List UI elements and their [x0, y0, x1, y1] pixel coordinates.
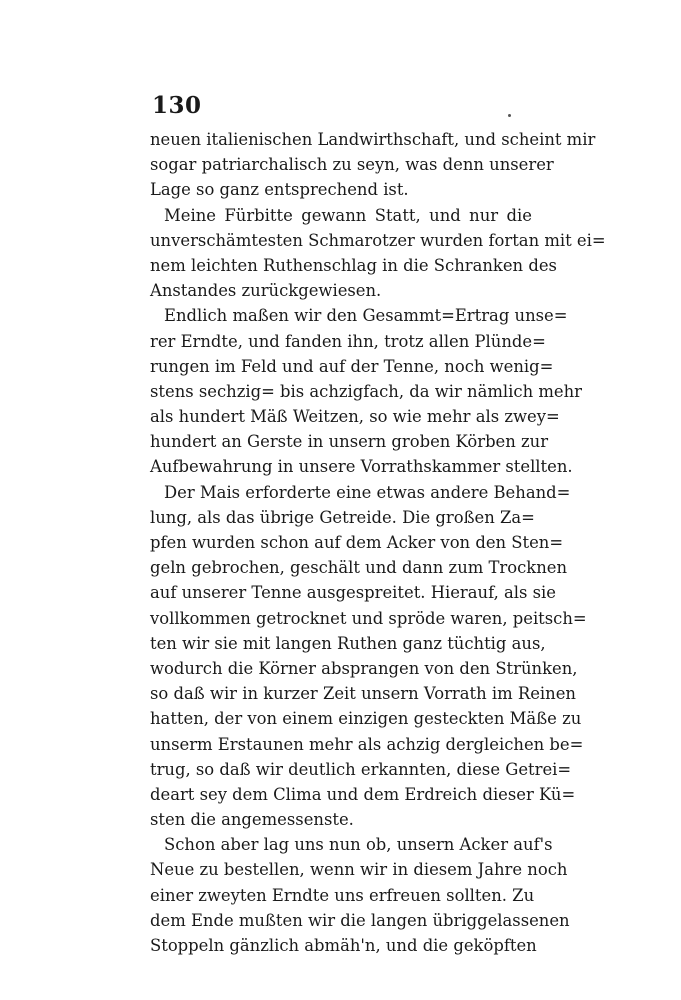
text-line: hundert an Gerste in unsern groben Körben zur: [150, 432, 549, 452]
text-line: wodurch die Körner absprangen von den Strünken,: [150, 658, 578, 678]
text-line: als hundert Mäß Weitzen, so wie mehr als zwey=: [150, 407, 560, 427]
ink-speck: [508, 114, 511, 117]
text-line: pfen wurden schon auf dem Acker von den Sten=: [150, 533, 564, 552]
text-line: geln gebrochen, geschält und dann zum Trocknen: [150, 558, 568, 578]
text-line: neuen italienischen Landwirthschaft, und scheint mir: [150, 130, 596, 149]
text-line: Aufbewahrung in unsere Vorrathskammer stellten.: [150, 457, 573, 477]
text-line: Lage so ganz entsprechend ist.: [150, 180, 409, 200]
text-line: deart sey dem Clima und dem Erdreich dieser Kü=: [150, 784, 576, 804]
text-line: so daß wir in kurzer Zeit unsern Vorrath im Reinen: [150, 684, 576, 704]
text-line: stens sechzig= bis achzigfach, da wir nämlich mehr: [150, 381, 582, 401]
text-line: trug, so daß wir deutlich erkannten, diese Getrei=: [150, 759, 572, 779]
text-line: rer Erndte, und fanden ihn, trotz allen Plünde=: [150, 331, 546, 351]
text-line: rungen im Feld und auf der Tenne, noch wenig=: [150, 356, 554, 376]
text-line: Meine Fürbitte gewann Statt, und nur die: [164, 205, 532, 225]
text-line: Endlich maßen wir den Gesammt=Ertrag unse=: [164, 306, 568, 326]
body-text: [150, 127, 606, 958]
text-line: Neue zu bestellen, wenn wir in diesem Jahre noch: [150, 860, 568, 880]
text-line: lung, als das übrige Getreide. Die großen Za=: [150, 507, 535, 527]
text-line: sogar patriarchalisch zu seyn, was denn unserer: [150, 155, 554, 175]
text-line: sten die angemessenste.: [150, 810, 354, 830]
text-line: nem leichten Ruthenschlag in die Schranken des: [150, 255, 557, 275]
text-line: vollkommen getrocknet und spröde waren, peitsch=: [150, 608, 587, 628]
text-line: unverschämtesten Schmarotzer wurden fortan mit ei=: [150, 230, 606, 250]
text-line: Stoppeln gänzlich abmäh'n, und die geköpften: [150, 936, 537, 955]
text-line: unserm Erstaunen mehr als achzig dergleichen be=: [150, 734, 584, 754]
text-line: Der Mais erforderte eine etwas andere Behand=: [164, 482, 571, 502]
text-line: einer zweyten Erndte uns erfreuen sollten. Zu: [150, 885, 535, 905]
text-line: dem Ende mußten wir die langen übriggelassenen: [150, 910, 570, 930]
page-number: 130: [152, 92, 202, 119]
text-line: Schon aber lag uns nun ob, unsern Acker auf's: [164, 835, 553, 855]
text-line: Anstandes zurückgewiesen.: [150, 281, 382, 301]
text-line: ten wir sie mit langen Ruthen ganz tüchtig aus,: [150, 633, 546, 653]
text-line: hatten, der von einem einzigen gesteckten Mäße zu: [150, 709, 582, 729]
text-line: auf unserer Tenne ausgespreitet. Hierauf, als sie: [150, 583, 556, 603]
